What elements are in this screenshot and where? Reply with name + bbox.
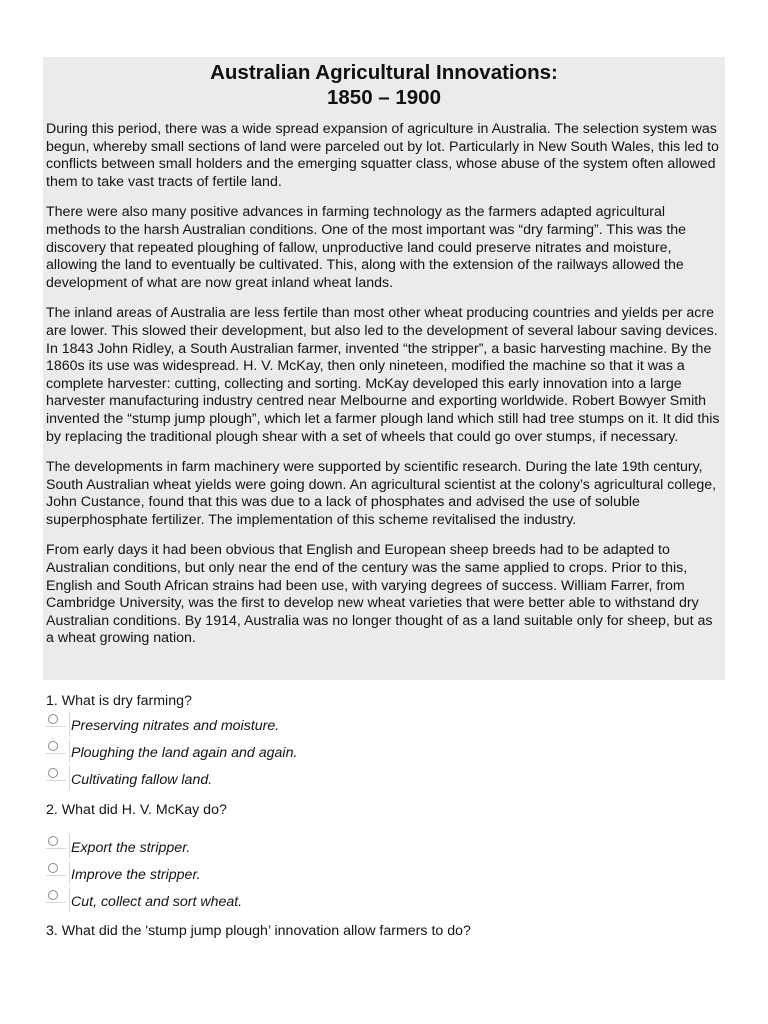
question-1-option-1[interactable] (46, 712, 279, 734)
radio-button-icon[interactable] (46, 766, 68, 788)
option-label[interactable]: Cut, collect and sort wheat. (71, 894, 243, 910)
question-2-option-1[interactable] (46, 834, 190, 856)
radio-button-icon[interactable] (46, 739, 68, 761)
page-title (43, 60, 725, 110)
radio-button-icon[interactable] (46, 888, 68, 910)
title-line-1: Australian Agricultural Innovations: (210, 61, 558, 84)
question-2-option-3[interactable] (46, 888, 242, 910)
paragraph-4: The developments in farm machinery were supported by scientific research. During the late 19th century, South Australian wheat yields were going down. An agricultural scientist at the colony’s agricultural college, John Custance, found that this was due to a lack of phosphates and advised the use of soluble superphosphate fertilizer. The implementation of this scheme revitalised the industry. (46, 459, 717, 528)
question-2-option-2[interactable] (46, 861, 201, 883)
question-1-option-2[interactable] (46, 739, 297, 761)
radio-button-icon[interactable] (46, 712, 68, 734)
question-2: 2. What did H. V. McKay do? (46, 802, 227, 818)
question-1: 1. What is dry farming? (46, 693, 192, 709)
radio-button-icon[interactable] (46, 834, 68, 856)
option-label[interactable]: Export the stripper. (71, 840, 191, 856)
question-1-option-3[interactable] (46, 766, 212, 788)
title-line-2: 1850 – 1900 (326, 86, 441, 109)
paragraph-5: From early days it had been obvious that English and European sheep breeds had to be adapted to Australian conditions, but only near the end of the century was the same applied to crops. Prior to this, English and South African strains had been use, with varying degrees of success. William Farrer, from Cambridge University, was the first to develop new wheat varieties that were better able to withstand dry Australian conditions. By 1914, Australia was no longer thought of as a land suitable only for sheep, but as a wheat growing nation. (46, 542, 713, 647)
radio-button-icon[interactable] (46, 861, 68, 883)
reading-passage (43, 57, 725, 680)
paragraph-2: There were also many positive advances in farming technology as the farmers adapted agricultural methods to the harsh Australian conditions. One of the most important was “dry farming”. This was the discovery that repeated ploughing of fallow, unproductive land could preserve nitrates and moisture, allowing the land to eventually be cultivated. This, along with the extension of the railways allowed the development of what are now great inland wheat lands. (46, 204, 687, 291)
passage-body (46, 121, 722, 661)
option-label[interactable]: Improve the stripper. (71, 867, 201, 883)
question-3: 3. What did the 'stump jump plough’ innovation allow farmers to do? (46, 923, 471, 939)
paragraph-1: During this period, there was a wide spread expansion of agriculture in Australia. The selection system was begun, whereby small sections of land were parceled out by lot. Particularly in New South Wales, this led to conflicts between small holders and the emerging squatter class, whose abuse of the system often allowed them to take vast tracts of fertile land. (46, 121, 719, 190)
option-label[interactable]: Cultivating fallow land. (71, 772, 213, 788)
option-label[interactable]: Preserving nitrates and moisture. (71, 718, 280, 734)
paragraph-3: The inland areas of Australia are less fertile than most other wheat producing countries and yields per acre are lower. This slowed their development, but also led to the development of several labour saving devices. In 1843 John Ridley, a South Australian farmer, invented “the stripper”, a basic harvesting machine. By the 1860s its use was widespread. H. V. McKay, then only nineteen, modified the machine so that it was a complete harvester: cutting, collecting and sorting. McKay developed this early innovation into a large harvester manufacturing industry centred near Melbourne and exporting worldwide. Robert Bowyer Smith invented the “stump jump plough”, which let a farmer plough land which still had tree stumps on it. It did this by replacing the traditional plough shear with a set of wheels that could go over stumps, if necessary. (46, 305, 720, 445)
option-label[interactable]: Ploughing the land again and again. (71, 745, 298, 761)
